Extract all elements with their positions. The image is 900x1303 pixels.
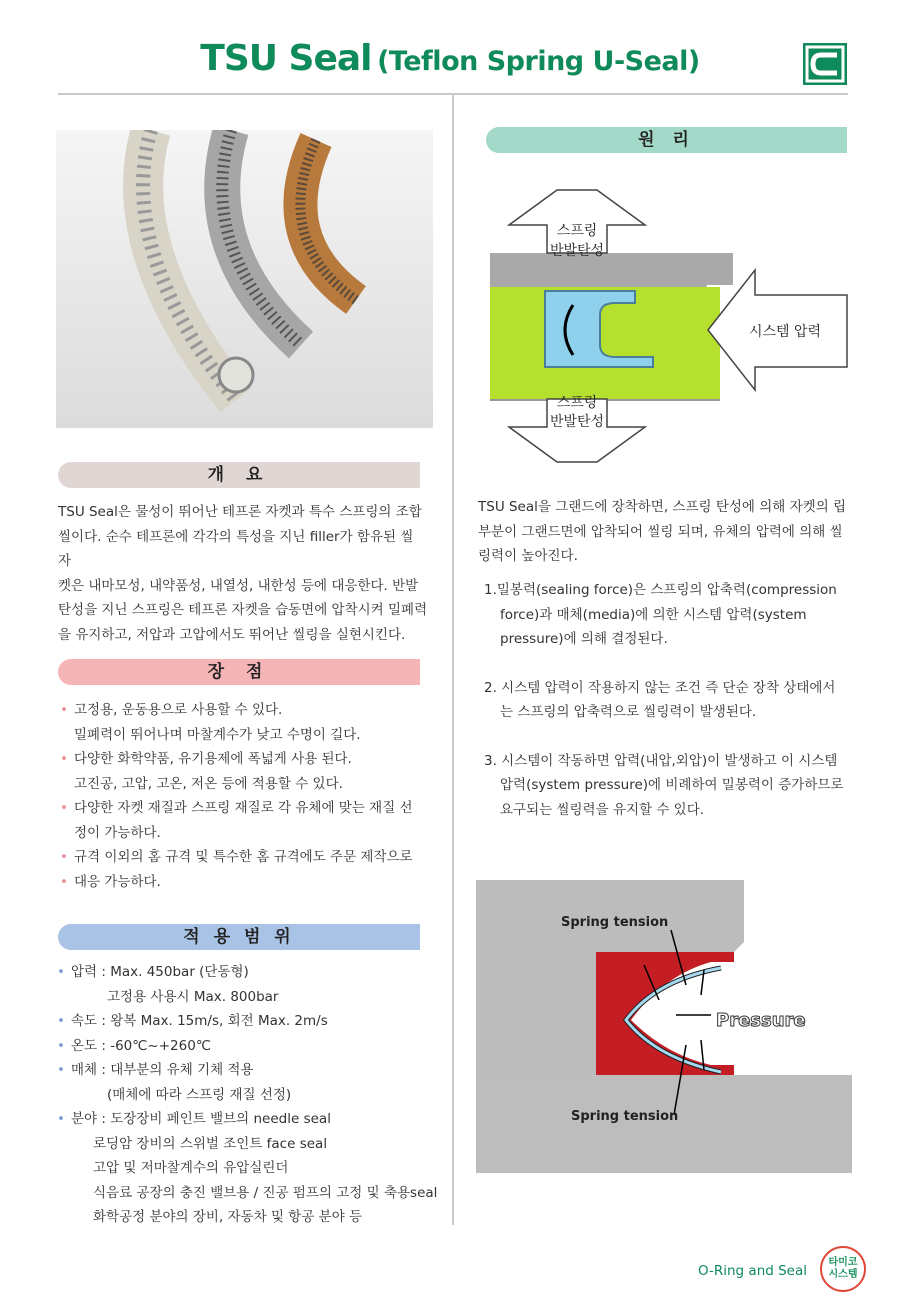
logo-line: 시스템 <box>828 1269 858 1280</box>
spring-top-label-1: 스프링 <box>556 223 598 239</box>
list-item: • 속도 : 왕복 Max. 15m/s, 회전 Max. 2m/s <box>55 1009 450 1034</box>
list-item: 화학공정 분야의 장비, 자동차 및 항공 분야 등 <box>93 1209 363 1225</box>
principle-intro-line: TSU Seal을 그랜드에 장착하면, 스프링 탄성에 의해 자켓의 립 <box>478 499 847 515</box>
list-item: • 다양한 화학약품, 유기용제에 폭넓게 사용 된다. <box>58 747 438 772</box>
principle-heading: 원 리 <box>486 127 847 153</box>
scope-list <box>55 960 450 1230</box>
principle-point <box>484 578 854 652</box>
principle-point <box>484 749 854 823</box>
point-line: 요구되는 씰링력을 유지할 수 있다. <box>500 801 705 818</box>
title-sub: (Teflon Spring U-Seal) <box>377 46 700 77</box>
list-item: 로딩암 장비의 스위벌 조인트 face seal <box>93 1135 328 1152</box>
advantages-list <box>58 698 438 894</box>
list-item: • 분야 : 도장장비 페인트 밸브의 needle seal <box>55 1107 450 1132</box>
logo-line: 타미코 <box>828 1257 858 1268</box>
list-item: • 압력 : Max. 450bar (단동형) <box>55 960 450 985</box>
list-item: 정이 가능하다. <box>74 824 161 841</box>
overview-line: 씰이다. 순수 테프론에 각각의 특성을 지닌 filler가 함유된 씰 자 <box>58 528 414 569</box>
principle-diagram <box>485 185 850 467</box>
overview-line: 탄성을 지닌 스프링은 테프론 자켓을 습동면에 압착시켜 밀폐력 <box>58 602 428 618</box>
spring-top-label-2: 반발탄성 <box>549 243 605 259</box>
point-line: 는 스프링의 압축력으로 씰링력이 발생된다. <box>500 704 757 720</box>
column-divider <box>452 95 454 1225</box>
product-photo <box>56 130 433 428</box>
principle-point <box>484 676 854 725</box>
list-item: • 대응 가능하다. <box>58 870 438 895</box>
system-pressure-label: 시스템 압력 <box>748 324 822 340</box>
footer-tagline: O-Ring and Seal <box>698 1263 808 1279</box>
point-line: force)과 매체(media)에 의한 시스템 압력(system <box>500 606 807 623</box>
overview-text <box>58 500 430 647</box>
spring-tension-top-label: Spring tension <box>561 915 669 930</box>
list-item: • 온도 : -60℃~+260℃ <box>55 1034 450 1059</box>
point-line: pressure)에 의해 결정된다. <box>500 631 668 647</box>
advantages-heading: 장 점 <box>58 659 420 685</box>
principle-intro-line: 부분이 그랜드면에 압착되어 씰링 되며, 유체의 압력에 의해 씰 <box>478 523 843 540</box>
list-item: • 매체 : 대부분의 유체 기체 적용 <box>55 1058 450 1083</box>
list-item: 고압 및 저마찰계수의 유압실린더 <box>93 1160 289 1176</box>
overview-heading: 개 요 <box>58 462 420 488</box>
overview-line: TSU Seal은 물성이 뛰어난 테프론 자켓과 특수 스프링의 조합 <box>58 504 422 520</box>
list-item: • 규격 이외의 홈 규격 및 특수한 홈 규격에도 주문 제작으로 <box>58 845 438 870</box>
list-item: • 고정용, 운동용으로 사용할 수 있다. <box>58 698 438 723</box>
point-line: 압력(system pressure)에 비례하여 밀봉력이 증가하므로 <box>500 777 844 793</box>
principle-intro-line: 링력이 높아진다. <box>478 548 578 564</box>
spring-tension-diagram <box>476 880 852 1173</box>
overview-line: 켓은 내마모성, 내약품성, 내열성, 내한성 등에 대응한다. 반발 <box>58 577 419 594</box>
brand-logo-icon <box>803 43 847 85</box>
list-item: 식음료 공장의 충진 밸브용 / 진공 펌프의 고정 및 축용seal <box>93 1184 438 1201</box>
list-item: (매체에 따라 스프링 재질 선정) <box>107 1086 292 1103</box>
list-item: • 다양한 자켓 재질과 스프링 재질로 각 유체에 맞는 재질 선 <box>58 796 438 821</box>
spring-bottom-label-2: 반발탄성 <box>549 414 605 430</box>
title-main: TSU Seal <box>200 38 372 79</box>
point-line: 3. 시스템이 작동하면 압력(내압,외압)이 발생하고 이 시스템 <box>484 752 838 769</box>
list-item: 밀폐력이 뛰어나며 마찰계수가 낮고 수명이 길다. <box>74 726 361 743</box>
page-title <box>0 38 900 79</box>
list-item: 고정용 사용시 Max. 800bar <box>107 988 279 1005</box>
principle-points <box>484 578 854 846</box>
overview-line: 을 유지하고, 저압과 고압에서도 뛰어난 씰링을 실현시킨다. <box>58 626 406 643</box>
principle-intro <box>478 495 853 569</box>
company-logo-icon <box>820 1246 866 1292</box>
point-line: 1.밀봉력(sealing force)은 스프링의 압축력(compression <box>484 582 837 598</box>
scope-heading: 적 용 범 위 <box>58 924 420 950</box>
list-item: 고진공, 고압, 고온, 저온 등에 적용할 수 있다. <box>74 775 343 792</box>
pressure-label: Pressure <box>716 1010 806 1031</box>
spring-bottom-label-1: 스프링 <box>556 395 598 411</box>
point-line: 2. 시스템 압력이 작용하지 않는 조건 즉 단순 장착 상태에서 <box>484 679 836 696</box>
spring-tension-bottom-label: Spring tension <box>571 1109 679 1124</box>
